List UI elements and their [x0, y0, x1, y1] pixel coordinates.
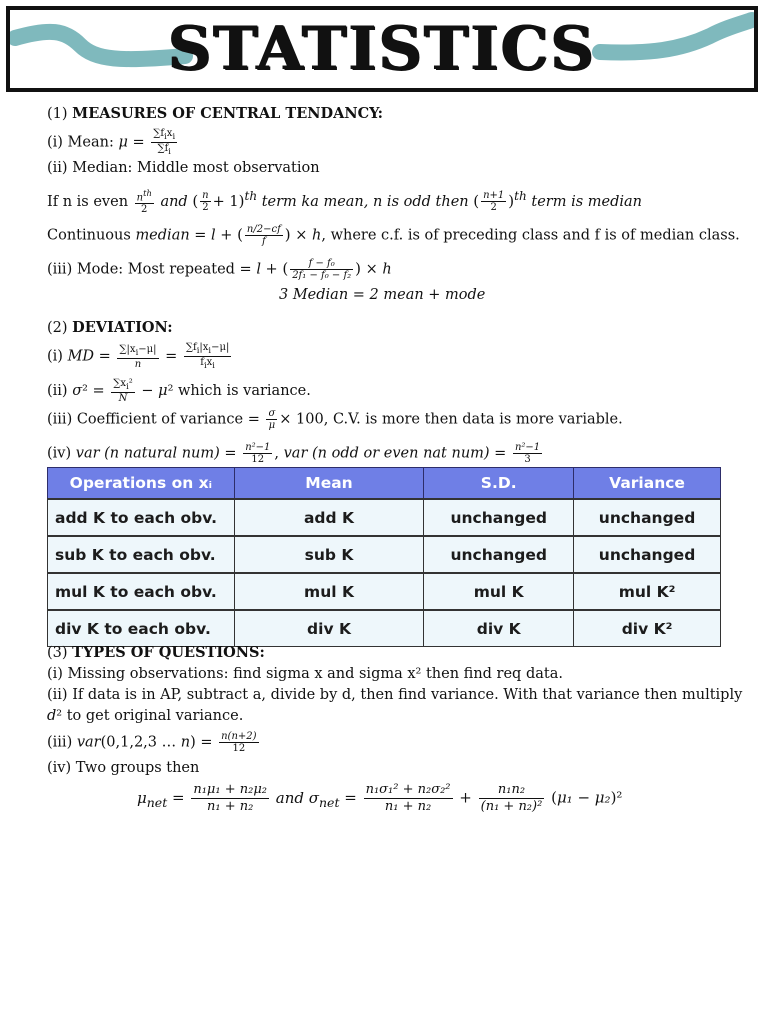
table-cell: div K: [234, 610, 424, 647]
page-title: STATISTICS: [168, 14, 596, 84]
table-cell: add K to each obv.: [48, 499, 235, 536]
question-type-4: (iv) Two groups then: [47, 760, 200, 776]
median-even-odd: If n is even $\frac{n^{th}}{2}$ and ( $\frac{n}{2}$ + 1)$^{th}$ term ka mean, n is odd then ( $\frac{n+1}{2}$ )$^{th}$ term is median: [47, 188, 643, 216]
question-type-2: (ii) If data is in AP, subtract a, divide by d, then find variance. With that variance then multiply: [47, 687, 743, 703]
table-cell: div K²: [574, 610, 721, 647]
table-cell: unchanged: [424, 536, 574, 573]
question-type-3: (iii) var(0,1,2,3 … n) = $\frac{n(n+2)}{12}$: [47, 731, 257, 754]
table-cell: div K to each obv.: [48, 610, 235, 647]
table-cell: unchanged: [574, 536, 721, 573]
table-row: [48, 610, 721, 647]
table-header: Operations on xᵢ: [48, 468, 235, 500]
section1-heading: (1) MEASURES OF CENTRAL TENDANCY:: [47, 105, 384, 122]
combined-mean-variance-formula: $\mu_{net}$ = $\frac{\text{n₁μ₁ + n₂μ₂}}{\text{n₁ + n₂}}$ and $\sigma_{net}$ = $\frac{\text{n₁σ₁² + n₂σ₂²}}{\text{n₁ + n₂}}$ + $\frac{\text{n₁n₂}}{\text{(n₁ + n₂)²}}$ (μ₁ − μ₂)²: [137, 782, 623, 814]
table-cell: unchanged: [574, 499, 721, 536]
header-banner: [6, 6, 758, 92]
table-cell: div K: [424, 610, 574, 647]
mode-formula: (iii) Mode: Most repeated = l + ( $\frac{\text{f − f₀}}{\text{2f₁ − f₀ − f₂}}$ ) × h: [47, 258, 392, 281]
continuous-median-formula: Continuous median = l + ( $\frac{n/2-cf}{f}$ ) × h, where c.f. is of preceding class and f is of median class.: [47, 224, 740, 247]
mean-formula: (i) Mean: μ = $\frac{\sum f_ix_i}{\sum f_i}$: [47, 128, 176, 156]
table-cell: unchanged: [424, 499, 574, 536]
table-cell: mul K: [424, 573, 574, 610]
section2-heading: (2) DEVIATION:: [47, 319, 173, 336]
operations-table: [47, 467, 721, 647]
table-cell: mul K: [234, 573, 424, 610]
table-header-row: [48, 468, 721, 500]
mean-deviation-formula: (i) MD = $\frac{\sum|x_i-\mu|}{n}$ = $\frac{\sum f_i|x_i-\mu|}{f_ix_i}$: [47, 342, 230, 370]
section3-heading: (3) TYPES OF QUESTIONS:: [47, 644, 265, 661]
natural-number-variance: (iv) var (n natural num) = $\frac{\text{n²−1}}{12}$ , var (n odd or even nat num) = $\frac{\text{n²−1}}{3}$: [47, 442, 541, 465]
table-cell: mul K to each obv.: [48, 573, 235, 610]
table-cell: sub K to each obv.: [48, 536, 235, 573]
coefficient-of-variance: (iii) Coefficient of variance = $\frac{\sigma}{\mu}$ × 100, C.V. is more then data is more variable.: [47, 408, 623, 431]
table-cell: sub K: [234, 536, 424, 573]
table-header: Variance: [574, 468, 721, 500]
median-definition: (ii) Median: Middle most observation: [47, 160, 320, 176]
variance-formula: (ii) σ² = $\frac{\sum x_i^2}{N}$ − μ² which is variance.: [47, 378, 311, 404]
question-type-1: (i) Missing observations: find sigma x and sigma x² then find req data.: [47, 666, 563, 682]
table-cell: mul K²: [574, 573, 721, 610]
table-cell: add K: [234, 499, 424, 536]
median-mean-mode-relation: 3 Median = 2 mean + mode: [279, 287, 486, 303]
table-header: S.D.: [424, 468, 574, 500]
table-row: [48, 499, 721, 536]
table-row: [48, 536, 721, 573]
question-type-2-continued: d² to get original variance.: [47, 708, 244, 724]
table-header: Mean: [234, 468, 424, 500]
table-row: [48, 573, 721, 610]
